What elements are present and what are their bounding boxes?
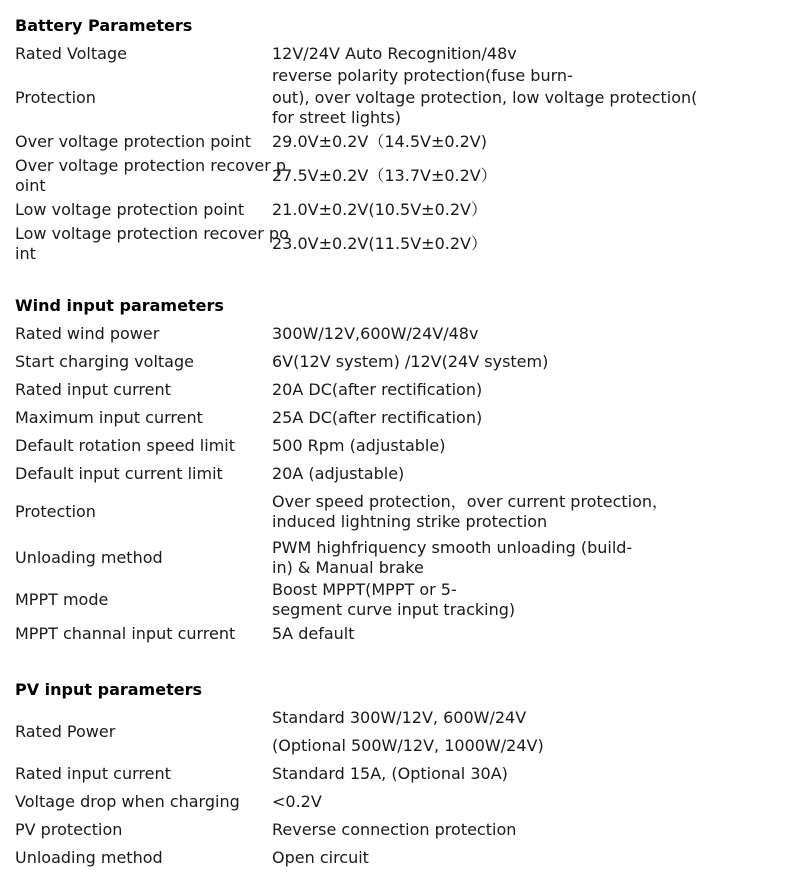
row-label: Protection (15, 502, 96, 521)
row-value: 21.0V±0.2V(10.5V±0.2V） (272, 200, 487, 219)
row-label: Unloading method (15, 848, 163, 867)
row-label: Rated Voltage (15, 44, 127, 63)
row-label: Low voltage protection point (15, 200, 245, 219)
row-label: Over voltage protection recover p (15, 156, 287, 175)
row-label: MPPT channal input current (15, 624, 236, 643)
row-label: Low voltage protection recover po (15, 224, 289, 243)
row-value: 500 Rpm (adjustable) (272, 436, 446, 455)
row-label: int (15, 244, 36, 263)
row-value: Over speed protection，over current protection， (272, 492, 669, 511)
row-value: PWM highfriquency smooth unloading (build- (272, 538, 633, 557)
row-label: Rated Power (15, 722, 116, 741)
row-label: Protection (15, 88, 96, 107)
row-value: induced lightning strike protection (272, 512, 548, 531)
row-value: 23.0V±0.2V(11.5V±0.2V） (272, 234, 487, 253)
row-label: Rated wind power (15, 324, 160, 343)
row-value: 25A DC(after rectification) (272, 408, 483, 427)
row-value: segment curve input tracking) (272, 600, 516, 619)
row-value: 27.5V±0.2V（13.7V±0.2V） (272, 166, 497, 185)
row-label: Maximum input current (15, 408, 203, 427)
section-title-battery-parameters: Battery Parameters (15, 16, 193, 35)
row-label: Start charging voltage (15, 352, 194, 371)
row-value: 20A (adjustable) (272, 464, 405, 483)
section-title-wind-input-parameters: Wind input parameters (15, 296, 224, 315)
section-title-pv-input-parameters: PV input parameters (15, 680, 202, 699)
row-value: 29.0V±0.2V（14.5V±0.2V) (272, 132, 487, 151)
row-value: for street lights) (272, 108, 402, 127)
row-label: Rated input current (15, 380, 171, 399)
row-value: 12V/24V Auto Recognition/48v (272, 44, 517, 63)
row-label: Default input current limit (15, 464, 223, 483)
row-value: Standard 300W/12V, 600W/24V (272, 708, 527, 727)
row-value: out), over voltage protection, low voltage protection( (272, 88, 698, 107)
row-label: Voltage drop when charging (15, 792, 240, 811)
row-label: Rated input current (15, 764, 171, 783)
row-label: PV protection (15, 820, 123, 839)
row-value: reverse polarity protection(fuse burn- (272, 66, 573, 85)
row-value: Open circuit (272, 848, 369, 867)
row-label: Default rotation speed limit (15, 436, 235, 455)
row-value: <0.2V (272, 792, 322, 811)
row-label: oint (15, 176, 46, 195)
row-value: 5A default (272, 624, 355, 643)
row-value: 6V(12V system) /12V(24V system) (272, 352, 549, 371)
row-label: Unloading method (15, 548, 163, 567)
row-value: Boost MPPT(MPPT or 5- (272, 580, 457, 599)
row-value: 300W/12V,600W/24V/48v (272, 324, 479, 343)
row-label: MPPT mode (15, 590, 109, 609)
row-value: in) & Manual brake (272, 558, 424, 577)
row-value: Standard 15A, (Optional 30A) (272, 764, 508, 783)
row-label: Over voltage protection point (15, 132, 252, 151)
row-value: 20A DC(after rectification) (272, 380, 483, 399)
row-value: Reverse connection protection (272, 820, 517, 839)
row-value: (Optional 500W/12V, 1000W/24V) (272, 736, 544, 755)
